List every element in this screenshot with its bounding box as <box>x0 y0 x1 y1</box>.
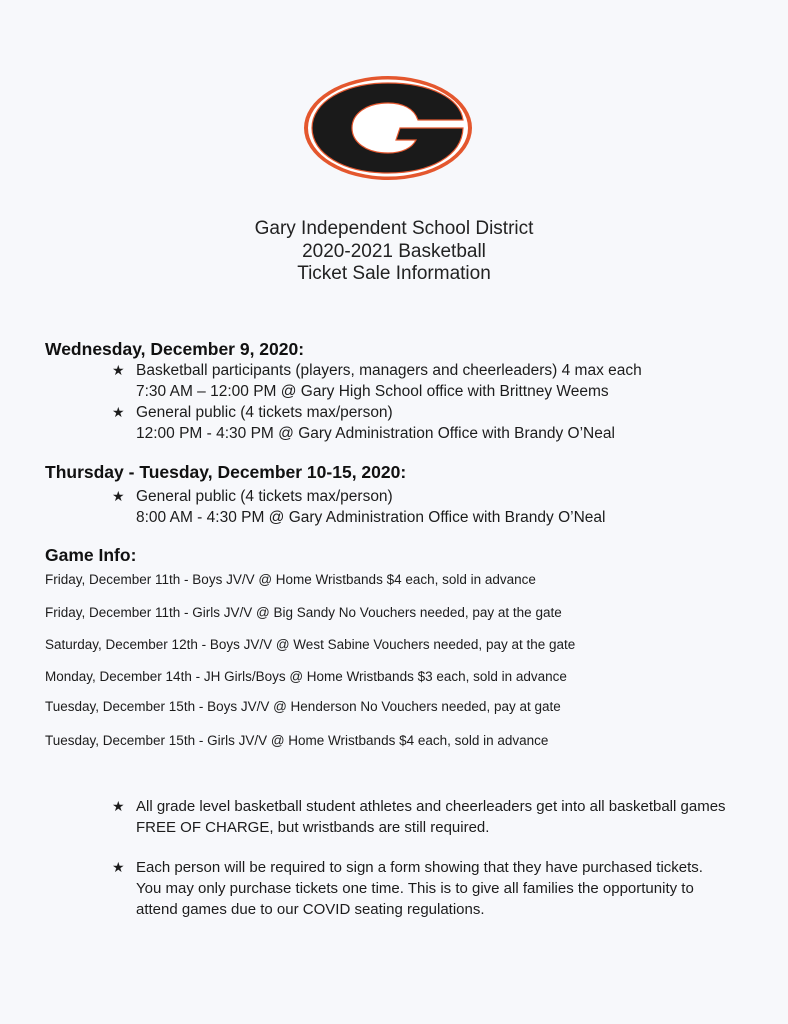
title-block <box>0 218 788 286</box>
game-row: Tuesday, December 15th - Boys JV/V @ Henderson No Vouchers needed, pay at gate <box>45 699 561 714</box>
district-title: Gary Independent School District <box>254 218 534 239</box>
note-form <box>112 857 732 920</box>
wednesday-item-2 <box>112 402 615 444</box>
star-bullet-icon: ★ <box>112 798 125 814</box>
game-row: Friday, December 11th - Boys JV/V @ Home Wristbands $4 each, sold in advance <box>45 572 536 587</box>
wednesday-heading: Wednesday, December 9, 2020: <box>45 339 305 359</box>
star-bullet-icon: ★ <box>112 362 125 378</box>
game-info-heading: Game Info: <box>45 545 137 565</box>
bullet-line: 8:00 AM - 4:30 PM @ Gary Administration Office with Brandy O’Neal <box>136 509 606 526</box>
g-logo-icon <box>300 72 476 184</box>
note-text: All grade level basketball student athletes and cheerleaders get into all basketball games FREE OF CHARGE, but wristbands are still required. <box>136 798 726 836</box>
game-row: Monday, December 14th - JH Girls/Boys @ Home Wristbands $3 each, sold in advance <box>45 669 567 684</box>
season-title: 2020-2021 Basketball <box>302 240 486 262</box>
star-bullet-icon: ★ <box>112 404 125 420</box>
star-bullet-icon: ★ <box>112 488 125 504</box>
game-row: Saturday, December 12th - Boys JV/V @ West Sabine Vouchers needed, pay at the gate <box>45 637 576 652</box>
star-bullet-icon: ★ <box>112 859 125 875</box>
bullet-line: 12:00 PM - 4:30 PM @ Gary Administration Office with Brandy O’Neal <box>136 425 615 442</box>
bullet-line: Basketball participants (players, managers and cheerleaders) 4 max each <box>136 362 642 379</box>
thursday-item-1 <box>112 486 605 528</box>
note-text: Each person will be required to sign a form showing that they have purchased tickets. You may only purchase tickets one time. This is to give all families the opportunity to attend games due to our COVID seating regulations. <box>136 859 703 918</box>
wednesday-item-1 <box>112 360 642 402</box>
bullet-line: General public (4 tickets max/person) <box>136 404 393 421</box>
thursday-heading: Thursday - Tuesday, December 10-15, 2020: <box>45 462 407 482</box>
game-row: Tuesday, December 15th - Girls JV/V @ Home Wristbands $4 each, sold in advance <box>45 733 549 748</box>
ticket-title: Ticket Sale Information <box>297 263 491 284</box>
bullet-line: 7:30 AM – 12:00 PM @ Gary High School office with Brittney Weems <box>136 383 609 400</box>
note-wristbands <box>112 796 732 838</box>
bullet-line: General public (4 tickets max/person) <box>136 488 393 505</box>
game-row: Friday, December 11th - Girls JV/V @ Big Sandy No Vouchers needed, pay at the gate <box>45 605 562 620</box>
